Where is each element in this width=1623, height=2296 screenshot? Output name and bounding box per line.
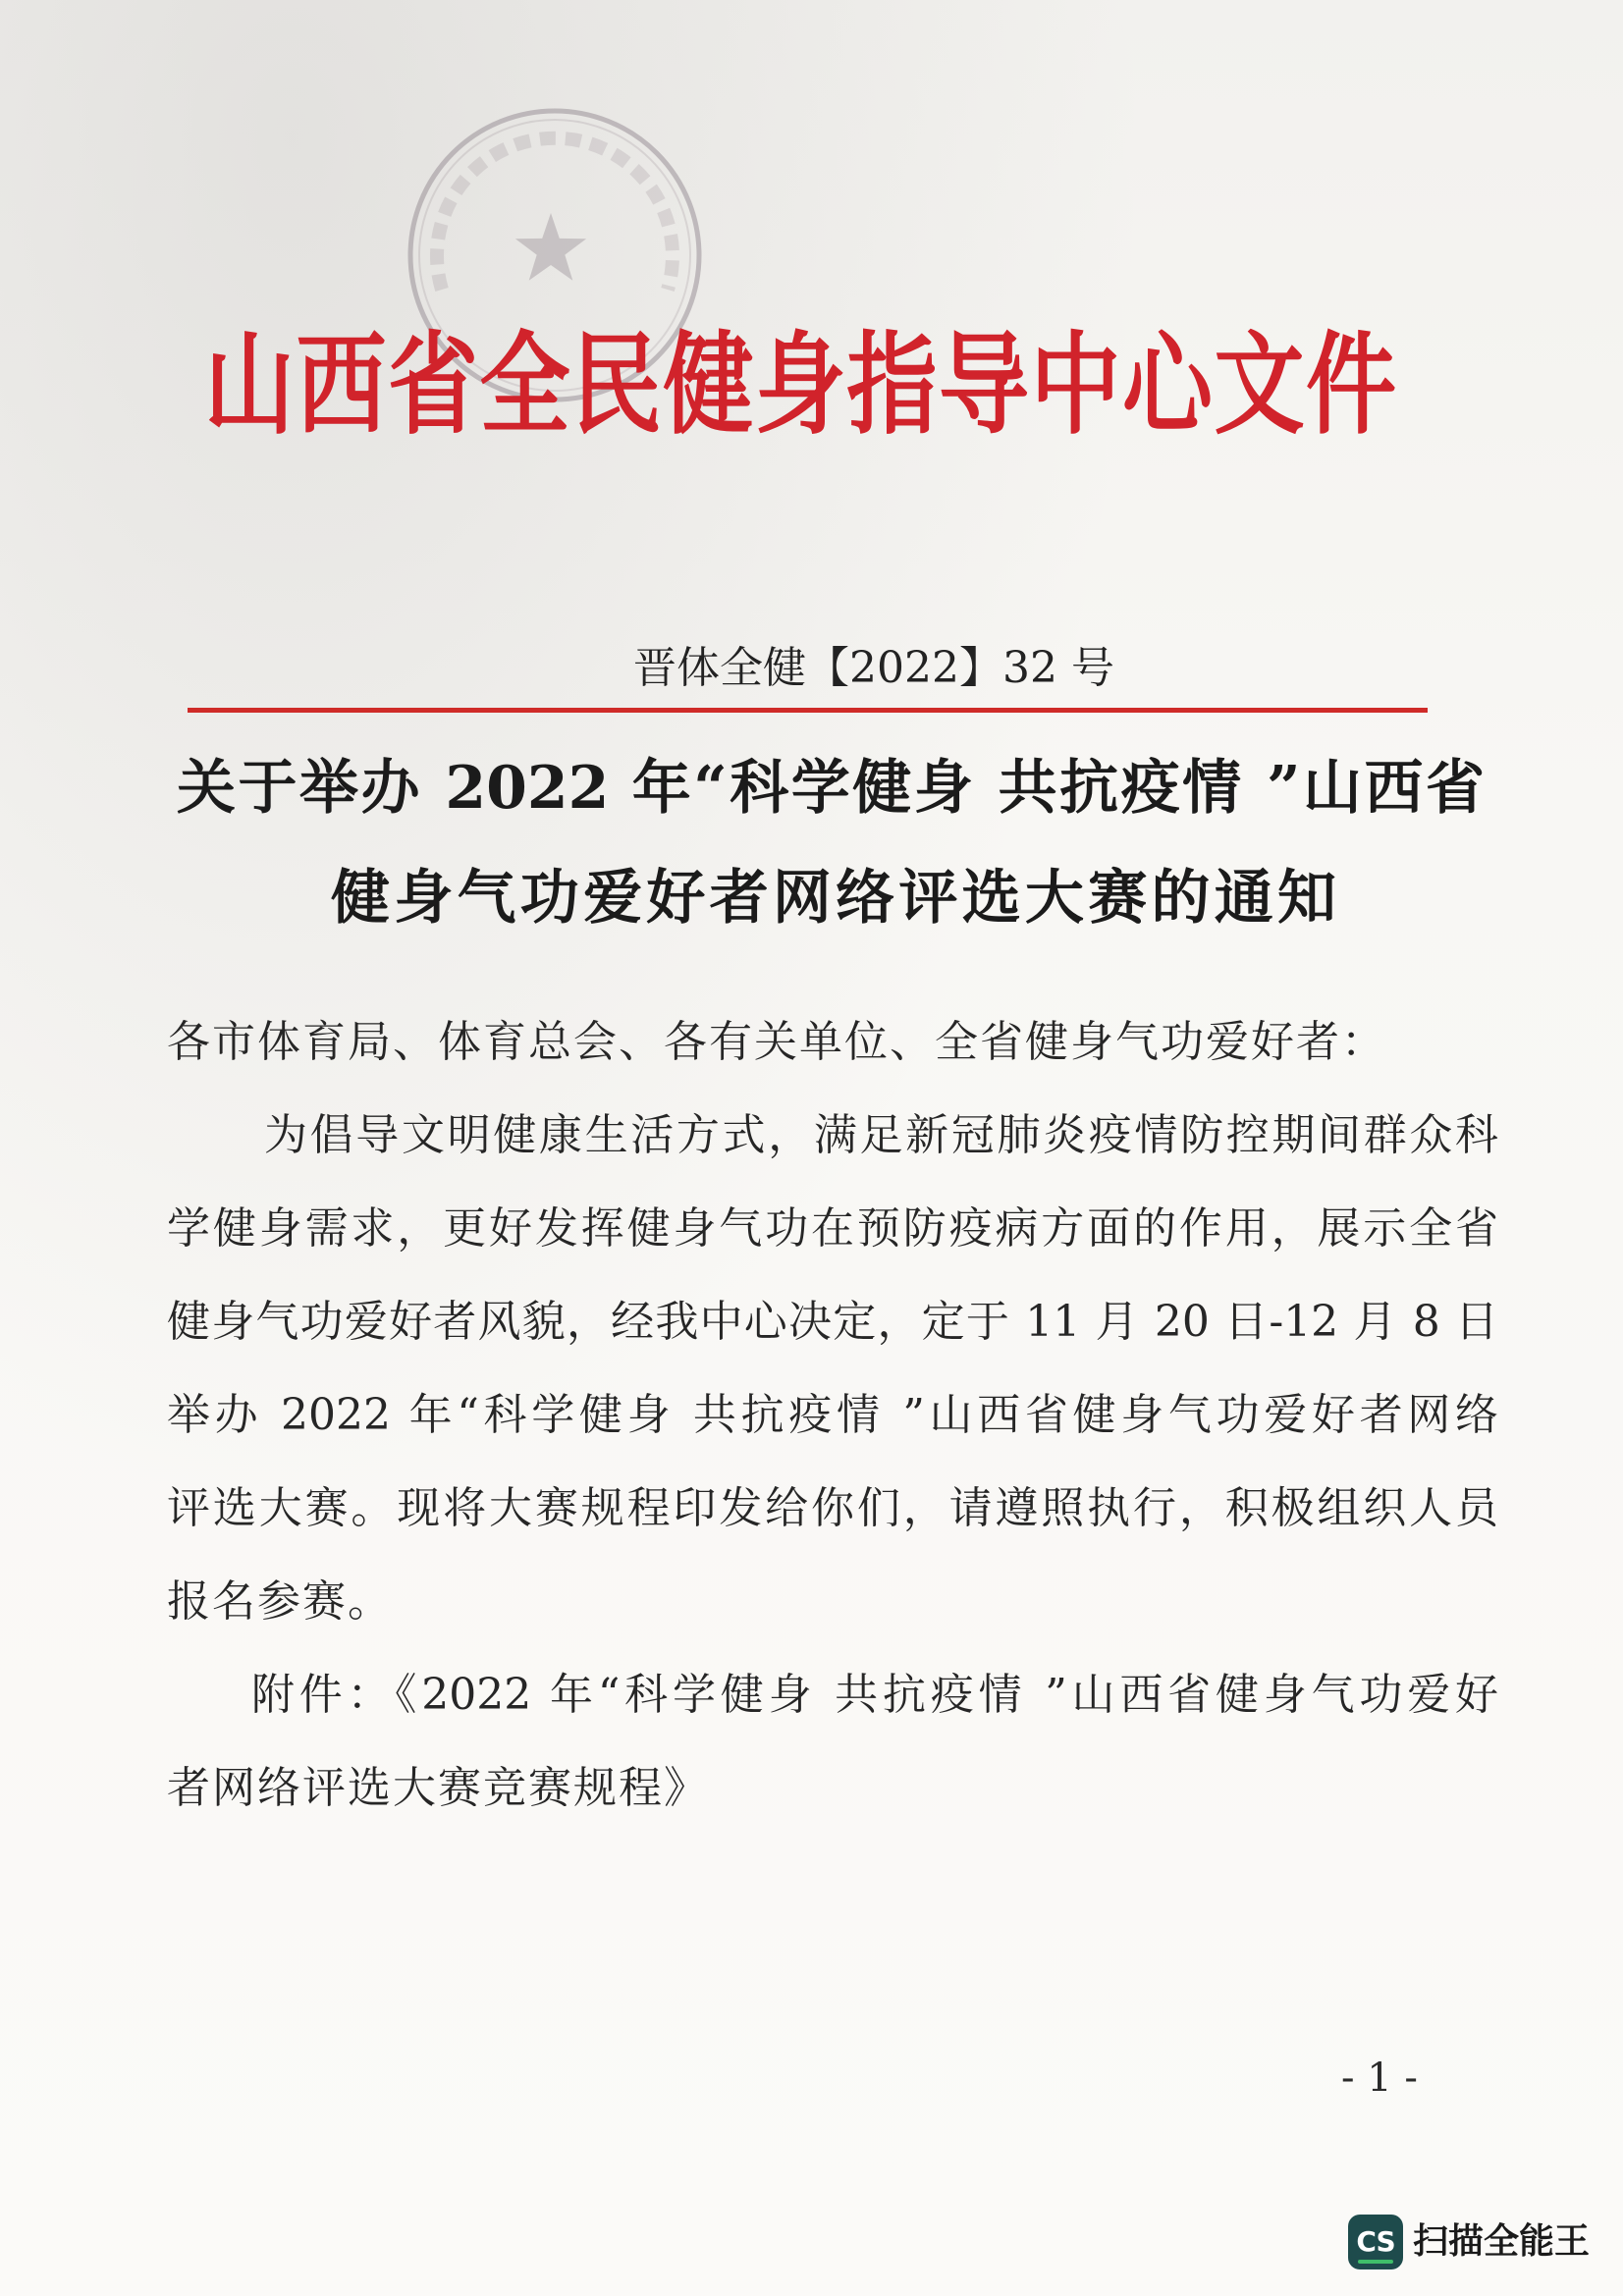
body-line: 报名参赛。 (167, 1576, 393, 1627)
attachment-line: 者网络评选大赛竞赛规程》 (167, 1763, 709, 1813)
attachment-line: 附件：《2022 年“科学健身 共抗疫情 ”山西省健身气功爱好 (251, 1670, 1498, 1720)
star-icon (515, 213, 586, 281)
document-header-title: 山西省全民健身指导中心文件 (204, 320, 1396, 450)
notice-body (167, 995, 1498, 1835)
page-number: - 1 - (1341, 2056, 1418, 2101)
salutation: 各市体育局、体育总会、各有关单位、全省健身气功爱好者： (167, 1017, 1386, 1067)
body-line: 举办 2022 年“科学健身 共抗疫情 ”山西省健身气功爱好者网络 (167, 1390, 1498, 1440)
notice-title-line-1: 关于举办 2022 年“科学健身 共抗疫情 ”山西省 (177, 754, 1485, 823)
red-divider (188, 708, 1428, 713)
body-line: 为倡导文明健康生活方式，满足新冠肺炎疫情防控期间群众科 (264, 1110, 1498, 1160)
body-line: 学健身需求，更好发挥健身气功在预防疫病方面的作用，展示全省 (167, 1203, 1498, 1254)
scanner-watermark (1348, 2215, 1603, 2269)
body-line: 健身气功爱好者风貌，经我中心决定，定于 11 月 20 日-12 月 8 日 (167, 1297, 1498, 1347)
watermark-logo-icon: CS (1348, 2215, 1403, 2269)
watermark-text: 扫描全能王 (1413, 2221, 1591, 2262)
notice-title-line-2: 健身气功爱好者网络评选大赛的通知 (331, 864, 1336, 933)
document-number: 晋体全健【2022】32 号 (633, 643, 1114, 693)
body-line: 评选大赛。现将大赛规程印发给你们，请遵照执行，积极组织人员 (167, 1483, 1498, 1533)
